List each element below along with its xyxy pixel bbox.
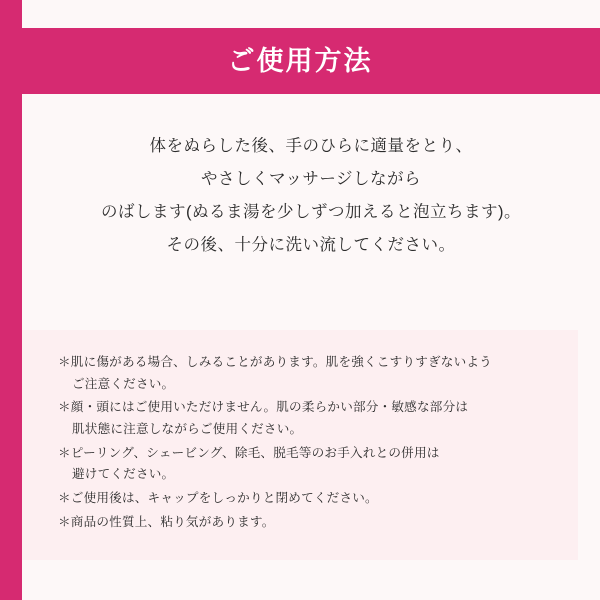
usage-line: やさしくマッサージしながら [200,170,421,188]
note-sub-text: ご注意ください。 [72,376,175,391]
note-main-text: ＊肌に傷がある場合、しみることがあります。肌を強くこすりすぎないよう [58,355,492,369]
note-main-text: ＊顔・頭にはご使用いただけません。肌の柔らかい部分・敏感な部分は [58,400,469,415]
usage-line: その後、十分に洗い流してください。 [166,236,456,254]
note-main-text: ＊ご使用後は、キャップをしっかりと閉めてください。 [58,490,378,505]
page-title: ご使用方法 [227,45,373,76]
note-sub-text: 避けてください。 [72,467,175,482]
note-item [58,512,552,534]
header-band [22,28,600,94]
cautions-panel [22,330,578,560]
note-item [58,397,552,440]
usage-text-block [22,130,600,262]
note-main-text: ＊商品の性質上、粘り気があります。 [58,514,275,529]
usage-line: 体をぬらした後、手のひらに適量をとり、 [149,137,473,155]
note-item [58,488,552,510]
note-item [58,443,552,486]
left-accent-bar [0,0,22,600]
note-sub-text: 肌状態に注意しながらご使用ください。 [72,421,303,436]
usage-line: のばします(ぬるま湯を少しずつ加えると泡立ちます)。 [101,203,521,221]
note-item [58,352,552,395]
note-main-text: ＊ピーリング、シェービング、除毛、脱毛等のお手入れとの併用は [58,445,440,460]
